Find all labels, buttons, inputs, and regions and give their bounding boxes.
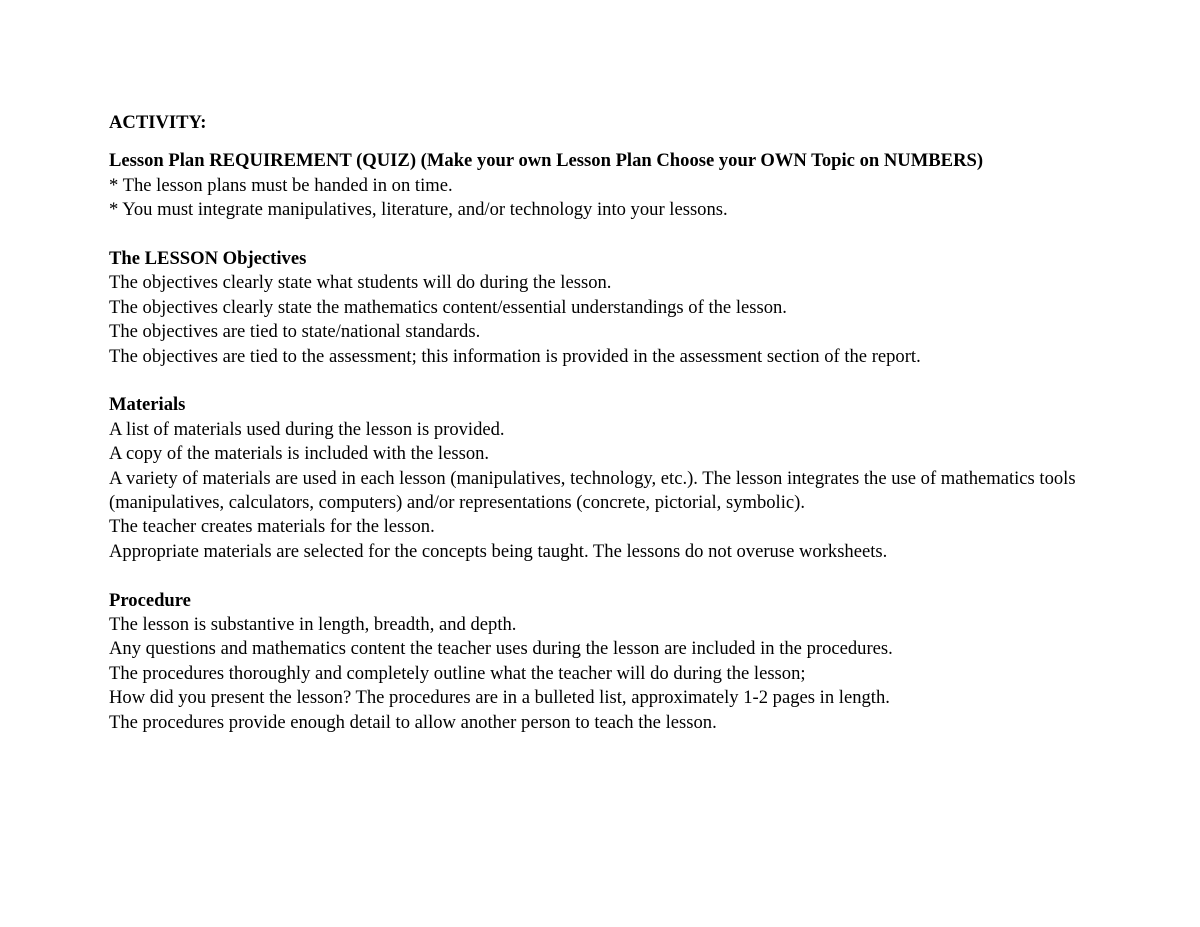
spacer [109,369,1109,393]
procedure-line: The procedures provide enough detail to allow another person to teach the lesson. [109,711,717,733]
objectives-line: The objectives clearly state what students will do during the lesson. [109,272,612,294]
spacer [109,564,1109,588]
objectives-heading: The LESSON Objectives [109,248,307,270]
procedure-line: The procedures thoroughly and completely outline what the teacher will do during the lesson; [109,662,806,684]
objectives-line: The objectives are tied to the assessment; this information is provided in the assessment section of the report. [109,345,921,367]
materials-line: A list of materials used during the lesson is provided. [109,418,505,440]
materials-heading: Materials [109,394,186,416]
procedure-heading: Procedure [109,589,191,611]
materials-line: A copy of the materials is included with the lesson. [109,443,490,465]
activity-heading: ACTIVITY: [109,112,207,133]
materials-line: The teacher creates materials for the lesson. [109,516,435,538]
objectives-line: The objectives are tied to state/national standards. [109,321,481,343]
document-body [109,111,1109,735]
requirement-title: Lesson Plan REQUIREMENT (QUIZ) (Make your own Lesson Plan Choose your OWN Topic on NUMBERS) [109,150,984,172]
materials-line: Appropriate materials are selected for the concepts being taught. The lessons do not overuse worksheets. [109,540,888,562]
requirement-line: * You must integrate manipulatives, literature, and/or technology into your lessons. [109,199,728,221]
procedure-line: The lesson is substantive in length, breadth, and depth. [109,614,517,636]
spacer [109,135,1109,149]
objectives-line: The objectives clearly state the mathematics content/essential understandings of the lesson. [109,296,787,318]
requirement-line: * The lesson plans must be handed in on time. [109,174,453,196]
materials-line: A variety of materials are used in each lesson (manipulatives, technology, etc.). The lesson integrates the use of mathematics tools (manipulatives, calculators, computers) and/or representations (concrete, pictorial, symbolic). [109,467,1076,514]
procedure-line: How did you present the lesson? The procedures are in a bulleted list, approximately 1-2 pages in length. [109,687,890,709]
procedure-line: Any questions and mathematics content the teacher uses during the lesson are included in the procedures. [109,638,893,660]
spacer [109,223,1109,247]
